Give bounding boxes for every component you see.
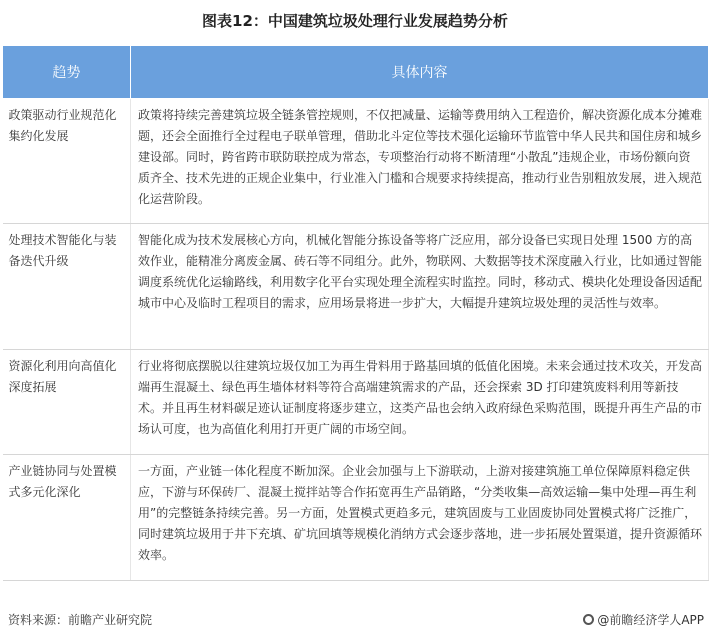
content-cell: 智能化成为技术发展核心方向，机械化智能分拣设备等将广泛应用，部分设备已实现日处理 1500 方的高效作业，能精准分离废金属、砖石等不同组分。此外，物联网、大数据等技术深度融入行业，比如通过智能调度系统优化运输路线，利用数字化平台实现处理全流程实时监控。同时，移动式、模块化处理设备因适配城市中心及临时工程项目的需求，应用场景将进一步扩大，大幅提升建筑垃圾处理的灵活性与效率。: [131, 224, 709, 350]
brand-credit: [583, 611, 704, 628]
trend-cell: 政策驱动行业规范化集约化发展: [3, 99, 131, 224]
trend-cell: 产业链协同与处置模式多元化深化: [3, 455, 131, 581]
header-content: 具体内容: [131, 46, 709, 99]
table-row: [3, 455, 709, 581]
header-trend: 趋势: [3, 46, 131, 99]
brand-logo-icon: [583, 614, 594, 625]
content-cell: 一方面，产业链一体化程度不断加深。企业会加强与上下游联动，上游对接建筑施工单位保障原料稳定供应，下游与环保砖厂、混凝土搅拌站等合作拓宽再生产品销路，“分类收集—高效运输—集中处理—再生利用”的完整链条持续完善。另一方面，处置模式更趋多元，建筑固废与工业固废协同处置模式将广泛推广，同时建筑垃圾用于井下充填、矿坑回填等规模化消纳方式会逐步落地，进一步拓展处置渠道，提升资源循环效率。: [131, 455, 709, 581]
table-row: [3, 350, 709, 455]
content-cell: 政策将持续完善建筑垃圾全链条管控规则，不仅把减量、运输等费用纳入工程造价，解决资源化成本分摊难题，还会全面推行全过程电子联单管理，借助北斗定位等技术强化运输环节监管中华人民共和国住房和城乡建设部。同时，跨省跨市联防联控成为常态，专项整治行动将不断清理“小散乱”违规企业，市场份额向资质齐全、技术先进的正规企业集中，行业准入门槛和合规要求持续提高，推动行业告别粗放发展，进入规范化运营阶段。: [131, 99, 709, 224]
source-note: 资料来源：前瞻产业研究院: [8, 613, 153, 627]
table-header-row: [3, 46, 709, 99]
table-row: [3, 224, 709, 350]
table-row: [3, 99, 709, 224]
trend-cell: 资源化利用向高值化深度拓展: [3, 350, 131, 455]
content-cell: 行业将彻底摆脱以往建筑垃圾仅加工为再生骨料用于路基回填的低值化困境。未来会通过技术攻关，开发高端再生混凝土、绿色再生墙体材料等符合高端建筑需求的产品，还会探索 3D 打印建筑废料利用等新技术。并且再生材料碳足迹认证制度将逐步建立，这类产品也会纳入政府绿色采购范围，既提升再生产品的市场认可度，也为高值化利用打开更广阔的市场空间。: [131, 350, 709, 455]
trend-cell: 处理技术智能化与装备迭代升级: [3, 224, 131, 350]
figure-title: 图表12：中国建筑垃圾处理行业发展趋势分析: [202, 12, 508, 30]
brand-label: @前瞻经济学人APP: [597, 613, 704, 627]
trend-table: [2, 45, 709, 581]
